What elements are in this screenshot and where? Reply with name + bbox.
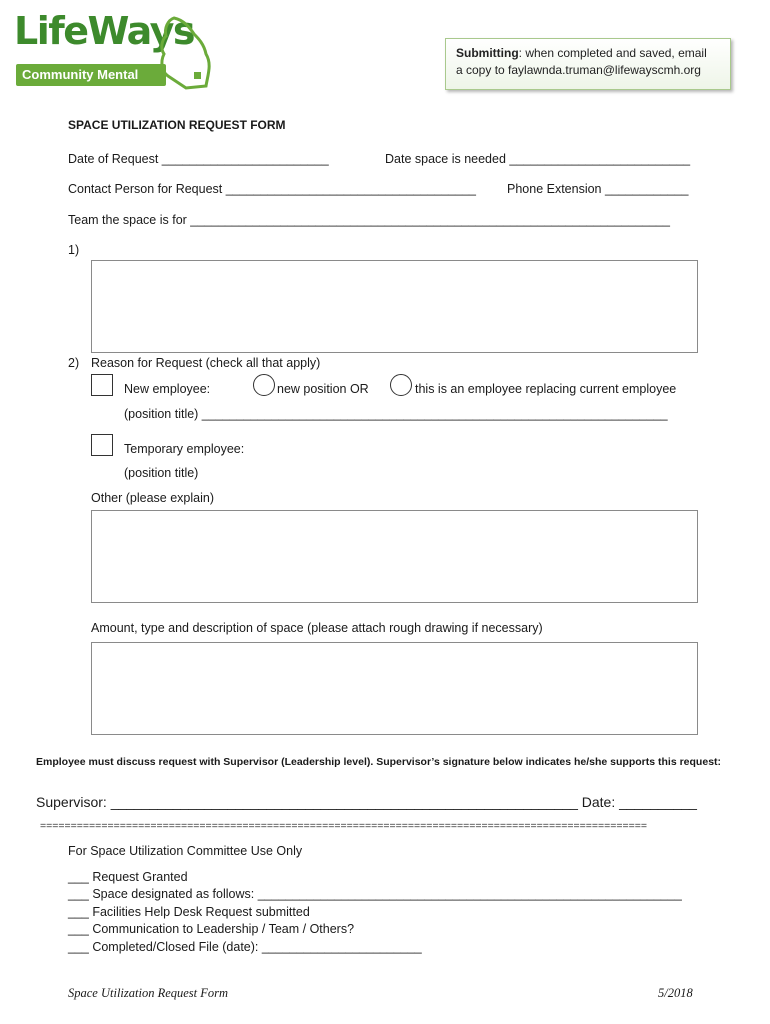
item-2-number: 2) <box>68 356 80 370</box>
date-space-needed-field[interactable]: Date space is needed __________________________ <box>385 152 691 166</box>
date-of-request-field[interactable]: Date of Request ________________________ <box>68 152 329 166</box>
lifeways-logo <box>14 9 214 104</box>
footer-date: 5/2018 <box>658 986 693 1000</box>
submission-notice <box>445 38 731 90</box>
other-explain-textbox[interactable] <box>91 510 698 603</box>
replacing-employee-label: this is an employee replacing current employee <box>415 382 677 396</box>
committee-item-communication[interactable]: ___ Communication to Leadership / Team / Others? <box>68 922 355 936</box>
committee-item-request-granted[interactable]: ___ Request Granted <box>68 870 188 884</box>
position-title-field[interactable]: (position title) ___________________________________________________________________ <box>124 407 668 421</box>
reason-heading: Reason for Request (check all that apply) <box>91 356 321 370</box>
supervisor-note: Employee must discuss request with Supervisor (Leadership level). Supervisor’s signature below indicates he/she supports this request: <box>36 756 722 768</box>
new-position-label: new position OR <box>277 382 369 396</box>
space-description-label: Amount, type and description of space (please attach rough drawing if necessary) <box>91 621 543 635</box>
temporary-employee-checkbox[interactable] <box>91 434 113 456</box>
notice-email-line: a copy to faylawnda.truman@lifewayscmh.org <box>456 63 701 77</box>
item-1-number: 1) <box>68 243 80 257</box>
footer-form-name: Space Utilization Request Form <box>68 986 229 1000</box>
other-explain-label: Other (please explain) <box>91 491 214 505</box>
phone-extension-field[interactable]: Phone Extension ____________ <box>507 182 689 196</box>
new-position-radio[interactable] <box>253 374 275 396</box>
item-1-textbox[interactable] <box>91 260 698 353</box>
new-employee-checkbox[interactable] <box>91 374 113 396</box>
committee-item-space-designated[interactable]: ___ Space designated as follows: _____________________________________________________________ <box>68 887 682 901</box>
committee-item-help-desk[interactable]: ___ Facilities Help Desk Request submitted <box>68 905 310 919</box>
replacing-employee-radio[interactable] <box>390 374 412 396</box>
team-space-field[interactable]: Team the space is for _____________________________________________________________________ <box>68 213 670 227</box>
temporary-employee-label: Temporary employee: <box>124 442 245 456</box>
logo-wordmark: LifeWays <box>14 9 194 53</box>
committee-heading: For Space Utilization Committee Use Only <box>68 844 303 858</box>
notice-label: Submitting <box>456 46 519 60</box>
form-title: SPACE UTILIZATION REQUEST FORM <box>68 118 286 132</box>
separator-line: =================================================================================================== <box>40 820 648 832</box>
new-employee-label: New employee: <box>124 382 211 396</box>
space-description-textbox[interactable] <box>91 642 698 735</box>
logo-tagline: Community Mental Health <box>16 64 166 86</box>
contact-person-field[interactable]: Contact Person for Request ____________________________________ <box>68 182 476 196</box>
temporary-position-title-label: (position title) <box>124 466 199 480</box>
supervisor-signature-field[interactable]: Supervisor: ____________________________________________________________ Date: __________ <box>36 794 697 810</box>
committee-item-closed-file[interactable]: ___ Completed/Closed File (date): _______________________ <box>68 940 422 954</box>
notice-text: : when completed and saved, email <box>518 46 707 60</box>
